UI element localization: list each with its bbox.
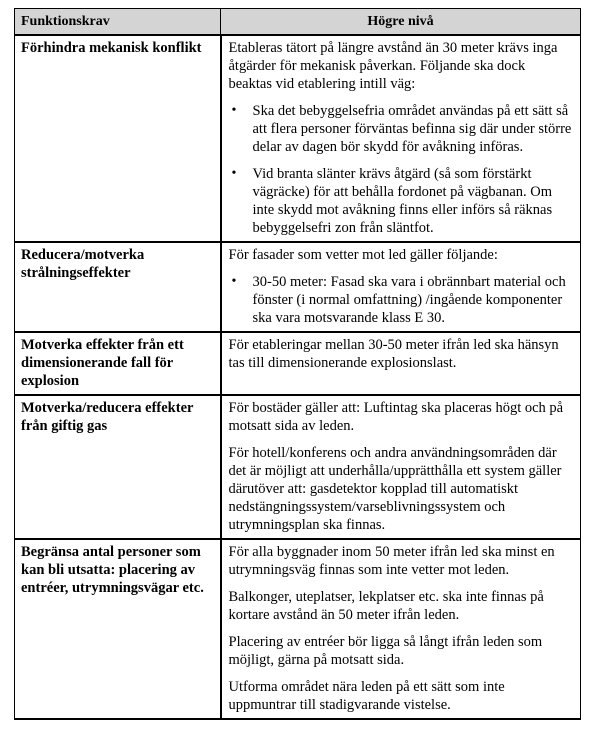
table-row	[15, 242, 581, 332]
cell-paragraph: För alla byggnader inom 50 meter ifrån led ska minst en utrymningsväg finnas som inte vetter mot leden.	[228, 544, 555, 578]
cell-paragraph: Balkonger, uteplatser, lekplatser etc. ska inte finnas på kortare avstånd än 50 meter ifrån leden.	[228, 589, 544, 623]
requirements-table	[14, 8, 581, 720]
level-cell	[221, 539, 581, 719]
bullet-text: Vid branta slänter krävs åtgärd (så som förstärkt vägräcke) för att behålla fordonet på vägbanan. Om inte skydd mot avåkning finns eller införs så räknas bebyggelsefri zon från släntfot.	[252, 166, 553, 236]
bullet-item	[229, 165, 573, 237]
cell-paragraph: För etableringar mellan 30-50 meter ifrån led ska hänsyn tas till dimensionerande explosionslast.	[228, 337, 559, 371]
cell-paragraph: Etableras tätort på längre avstånd än 30 meter krävs inga åtgärder för mekanisk påverkan. Följande ska dock beaktas vid etablering intill väg:	[228, 40, 558, 92]
level-cell	[221, 35, 581, 242]
bullet-icon: •	[231, 103, 237, 118]
level-cell	[221, 395, 581, 539]
requirement-cell: Motverka effekter från ett dimensionerande fall för explosion	[15, 332, 221, 395]
bullet-list	[229, 102, 573, 237]
bullet-text: 30-50 meter: Fasad ska vara i obrännbart material och fönster (i normal omfattning) /ingående komponenter ska vara motsvarande klass E 30.	[252, 274, 566, 326]
bullet-item	[229, 102, 573, 156]
table-row	[15, 539, 581, 719]
level-cell	[221, 332, 581, 395]
cell-paragraph: Utforma området nära leden på ett sätt som inte uppmuntrar till stadigvarande vistelse.	[228, 679, 505, 713]
bullet-list	[229, 273, 573, 327]
cell-paragraph: För hotell/konferens och andra användningsområden där det är möjligt att underhålla/upprätthålla ett system gäller därutöver att: gasdetektor kopplad till automatiskt nedstängningssystem/varseblivningssystem och utrymningsplan ska finnas.	[228, 445, 562, 533]
bullet-text: Ska det bebyggelsefria området användas på ett sätt så att flera personer förväntas befinna sig där under större delar av dagen bör skydd för avåkning införas.	[252, 103, 572, 155]
requirement-cell: Förhindra mekanisk konflikt	[15, 35, 221, 242]
table-body	[15, 35, 581, 719]
cell-paragraph: Placering av entréer bör ligga så långt ifrån leden som möjligt, gärna på motsatt sida.	[228, 634, 543, 668]
requirement-cell: Motverka/reducera effekter från giftig gas	[15, 395, 221, 539]
table-row	[15, 332, 581, 395]
requirement-cell: Begränsa antal personer som kan bli utsatta: placering av entréer, utrymningsvägar etc.	[15, 539, 221, 719]
level-cell	[221, 242, 581, 332]
bullet-icon: •	[231, 274, 237, 289]
requirement-cell: Reducera/motverka strålningseffekter	[15, 242, 221, 332]
header-funktionskrav: Funktionskrav	[15, 9, 221, 36]
cell-paragraph: För bostäder gäller att: Luftintag ska placeras högt och på motsatt sida av leden.	[228, 400, 564, 434]
bullet-item	[229, 273, 573, 327]
header-hogre-niva: Högre nivå	[221, 9, 581, 36]
table-row	[15, 35, 581, 242]
cell-paragraph: För fasader som vetter mot led gäller följande:	[228, 247, 498, 263]
table-header-row	[15, 9, 581, 36]
bullet-icon: •	[231, 166, 237, 181]
table-row	[15, 395, 581, 539]
